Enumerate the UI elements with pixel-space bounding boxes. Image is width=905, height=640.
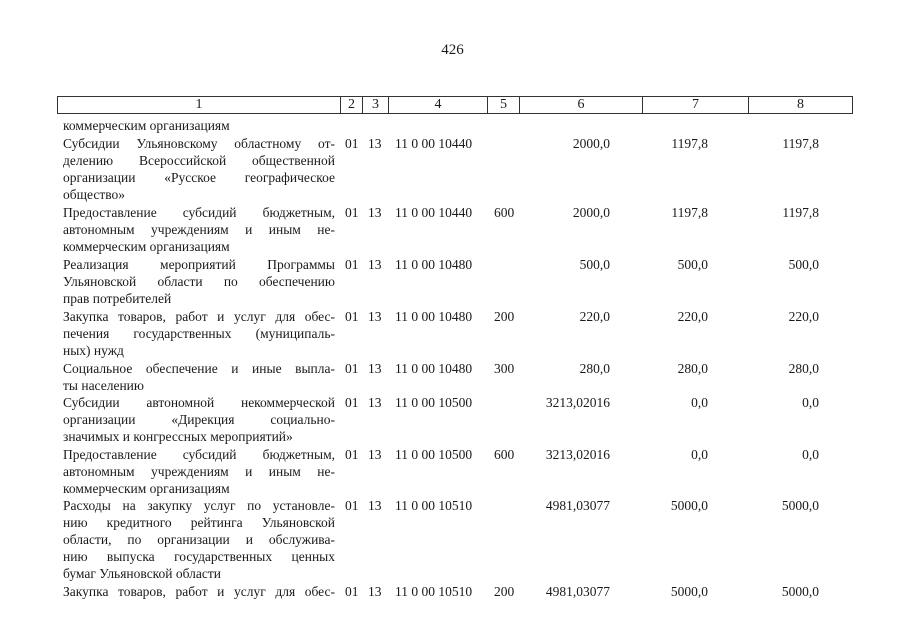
column-header-2: 2 (340, 97, 362, 113)
code-pr: 13 (368, 395, 382, 410)
description-line: прав потребителей (63, 291, 172, 306)
code-vr: 600 (494, 447, 515, 462)
page-number: 426 (441, 42, 464, 58)
amount-col-8: 500,0 (788, 257, 819, 272)
amount-col-6: 4981,03077 (545, 584, 610, 599)
amount-col-7: 500,0 (677, 257, 708, 272)
amount-col-7: 220,0 (677, 309, 708, 324)
code-csr: 11 0 00 10440 (395, 136, 473, 151)
amount-col-6: 2000,0 (572, 136, 610, 151)
description-line: нию кредитного рейтинга Ульяновской (63, 515, 335, 530)
code-pr: 13 (368, 309, 382, 324)
amount-col-6: 3213,02016 (545, 447, 610, 462)
code-rz: 01 (345, 584, 359, 599)
amount-col-6: 280,0 (579, 361, 610, 376)
code-csr: 11 0 00 10440 (395, 205, 473, 220)
column-header-1: 1 (195, 97, 203, 112)
row-description (63, 360, 335, 394)
column-header-4: 4 (388, 97, 487, 113)
code-csr: 11 0 00 10500 (395, 395, 473, 410)
amount-col-6: 4981,03077 (545, 498, 610, 513)
row-description (63, 117, 335, 134)
description-line: Социальное обеспечение и иные выпла- (63, 361, 335, 376)
description-line: Расходы на закупку услуг по установле- (63, 498, 335, 513)
description-line: Предоставление субсидий бюджетным, (63, 447, 335, 462)
row-description (63, 204, 335, 255)
description-line: ты населению (63, 378, 144, 393)
description-line: Субсидии Ульяновскому областному от- (63, 136, 335, 151)
code-pr: 13 (368, 584, 382, 599)
code-csr: 11 0 00 10480 (395, 361, 473, 376)
page-bottom-edge (0, 628, 905, 640)
description-line: автономным учреждениям и иным не- (63, 222, 335, 237)
code-csr: 11 0 00 10510 (395, 498, 473, 513)
code-vr: 200 (494, 309, 515, 324)
description-line: коммерческим организациям (63, 239, 230, 254)
amount-col-8: 220,0 (788, 309, 819, 324)
description-line: Субсидии автономной некоммерческой (63, 395, 335, 410)
row-description (63, 583, 335, 600)
column-header-8: 8 (748, 97, 852, 113)
amount-col-8: 1197,8 (782, 136, 819, 151)
code-csr: 11 0 00 10510 (395, 584, 473, 599)
code-pr: 13 (368, 447, 382, 462)
description-line: организации «Дирекция социально- (63, 412, 335, 427)
amount-col-8: 5000,0 (781, 584, 819, 599)
row-description (63, 256, 335, 307)
description-line: делению Всероссийской общественной (63, 153, 335, 168)
code-csr: 11 0 00 10480 (395, 257, 473, 272)
amount-col-7: 1197,8 (671, 136, 708, 151)
code-pr: 13 (368, 361, 382, 376)
description-line: Реализация мероприятий Программы (63, 257, 335, 272)
row-description (63, 394, 335, 445)
description-line: нию выпуска государственных ценных (63, 549, 335, 564)
description-line: бумаг Ульяновской области (63, 566, 222, 581)
code-rz: 01 (345, 447, 359, 462)
column-header-3: 3 (362, 97, 388, 113)
code-rz: 01 (345, 361, 359, 376)
code-pr: 13 (368, 257, 382, 272)
description-line: коммерческим организациям (63, 118, 230, 133)
amount-col-8: 280,0 (788, 361, 819, 376)
description-line: автономным учреждениям и иным не- (63, 464, 335, 479)
description-line: печения государственных (муниципаль- (63, 326, 335, 341)
amount-col-6: 3213,02016 (545, 395, 610, 410)
row-description (63, 446, 335, 497)
code-vr: 200 (494, 584, 515, 599)
description-line: общество» (63, 187, 126, 202)
amount-col-8: 5000,0 (781, 498, 819, 513)
description-line: Ульяновской области по обеспечению (63, 274, 335, 289)
code-csr: 11 0 00 10500 (395, 447, 473, 462)
amount-col-8: 1197,8 (782, 205, 819, 220)
code-rz: 01 (345, 498, 359, 513)
description-line: значимых и конгрессных мероприятий» (63, 429, 293, 444)
code-rz: 01 (345, 205, 359, 220)
description-line: ных) нужд (63, 343, 124, 358)
row-description (63, 135, 335, 203)
amount-col-6: 500,0 (579, 257, 610, 272)
code-vr: 600 (494, 205, 515, 220)
description-line: области, по организации и обслужива- (63, 532, 335, 547)
amount-col-7: 0,0 (691, 447, 708, 462)
amount-col-8: 0,0 (802, 395, 819, 410)
amount-col-8: 0,0 (802, 447, 819, 462)
column-header-5: 5 (487, 97, 519, 113)
amount-col-6: 220,0 (579, 309, 610, 324)
row-description (63, 308, 335, 359)
code-rz: 01 (345, 257, 359, 272)
code-csr: 11 0 00 10480 (395, 309, 473, 324)
code-pr: 13 (368, 205, 382, 220)
amount-col-7: 0,0 (691, 395, 708, 410)
amount-col-7: 5000,0 (670, 584, 708, 599)
description-line: Предоставление субсидий бюджетным, (63, 205, 335, 220)
description-line: коммерческим организациям (63, 481, 230, 496)
description-line: Закупка товаров, работ и услуг для обес- (63, 584, 335, 599)
description-line: Закупка товаров, работ и услуг для обес- (63, 309, 335, 324)
amount-col-6: 2000,0 (572, 205, 610, 220)
column-header-7: 7 (642, 97, 748, 113)
amount-col-7: 1197,8 (671, 205, 708, 220)
code-rz: 01 (345, 136, 359, 151)
code-rz: 01 (345, 309, 359, 324)
code-vr: 300 (494, 361, 515, 376)
row-description (63, 497, 335, 582)
amount-col-7: 5000,0 (670, 498, 708, 513)
column-header-6: 6 (519, 97, 642, 113)
code-pr: 13 (368, 498, 382, 513)
description-line: организации «Русское географическое (63, 170, 335, 185)
amount-col-7: 280,0 (677, 361, 708, 376)
code-rz: 01 (345, 395, 359, 410)
code-pr: 13 (368, 136, 382, 151)
